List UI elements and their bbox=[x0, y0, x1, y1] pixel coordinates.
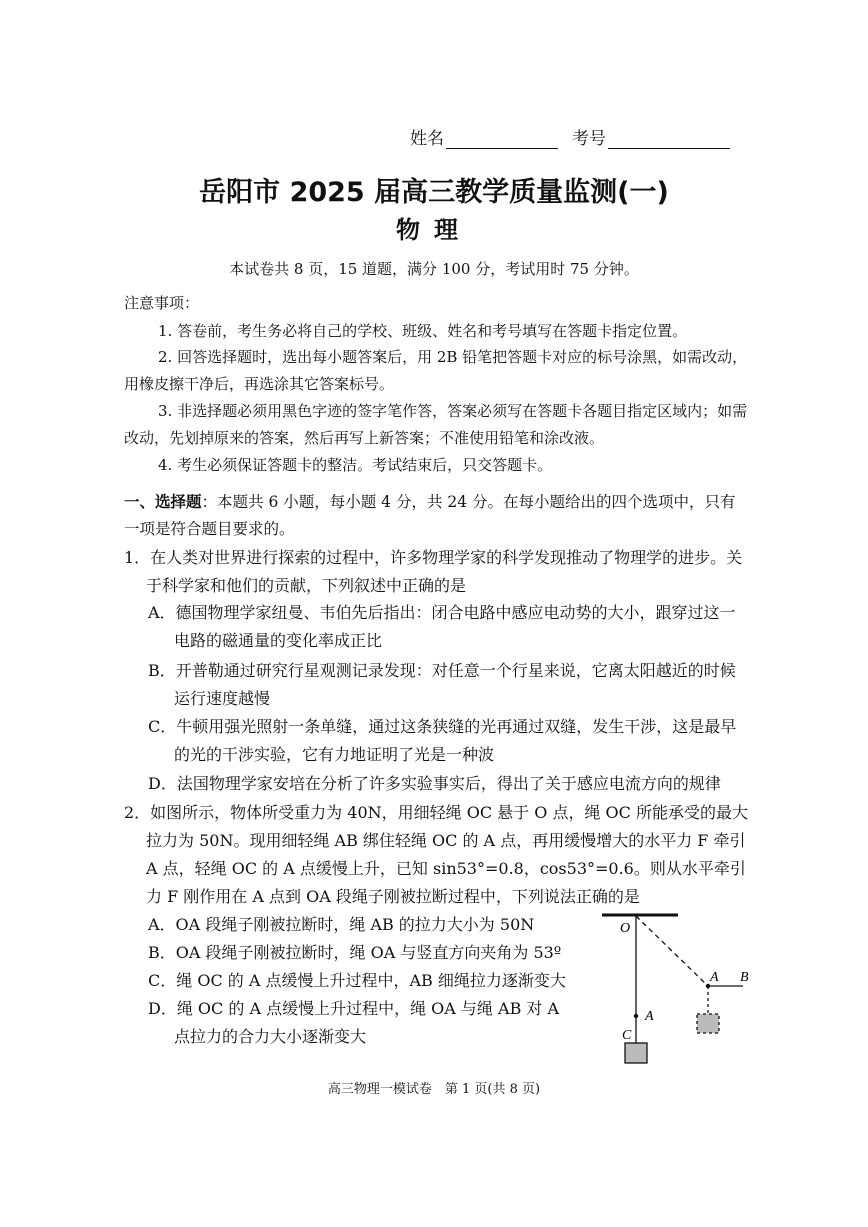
exam-info: 本试卷共 8 页，15 道题，满分 100 分，考试用时 75 分钟。 bbox=[229, 260, 639, 278]
question-1-option-b: B．开普勒通过研究行星观测记录发现：对任意一个行星来说，它离太阳越近的时候运行速度越慢 bbox=[148, 661, 736, 708]
exam-number-blank[interactable] bbox=[608, 131, 730, 149]
name-blank[interactable] bbox=[446, 131, 558, 149]
label-o: O bbox=[620, 921, 631, 936]
rope-oa-dashed bbox=[636, 916, 708, 986]
displaced-mass bbox=[697, 1014, 719, 1033]
question-2-option-b: B．OA 段绳子刚被拉断时，绳 OA 与竖直方向夹角为 53º bbox=[148, 943, 562, 962]
exam-number-label: 考号 bbox=[572, 129, 606, 149]
note-item: 2. 回答选择题时，选出每小题答案后，用 2B 铅笔把答题卡对应的标号涂黑，如需改动，用橡皮擦干净后，再选涂其它答案标号。 bbox=[124, 348, 748, 393]
note-item: 1. 答卷前，考生务必将自己的学校、班级、姓名和考号填写在答题卡指定位置。 bbox=[158, 322, 688, 340]
section-heading bbox=[124, 489, 750, 543]
note-item: 4. 考生必须保证答题卡的整洁。考试结束后，只交答题卡。 bbox=[158, 456, 553, 474]
section-title: 一、选择题 bbox=[124, 493, 202, 511]
question-2-option-a: A．OA 段绳子刚被拉断时，绳 AB 的拉力大小为 50N bbox=[148, 915, 535, 934]
subject-title: 物理 bbox=[396, 216, 472, 244]
question-2-option-d: D．绳 OC 的 A 点缓慢上升过程中，绳 OA 与绳 AB 对 A 点拉力的合力大小逐渐变大 bbox=[148, 999, 560, 1046]
point-a-left bbox=[634, 1014, 638, 1018]
student-info-fields bbox=[410, 124, 730, 149]
section-instructions: ：本题共 6 小题，每小题 4 分，共 24 分。在每小题给出的四个选项中，只有一项是符合题目要求的。 bbox=[124, 493, 736, 538]
question-1-stem: 1．在人类对世界进行探索的过程中，许多物理学家的科学发现推动了物理学的进步。关于科学家和他们的贡献，下列叙述中正确的是 bbox=[124, 548, 743, 595]
rope-force-diagram bbox=[596, 906, 766, 1070]
name-label: 姓名 bbox=[410, 129, 444, 149]
label-c: C bbox=[622, 1028, 632, 1043]
question-2-option-c: C．绳 OC 的 A 点缓慢上升过程中，AB 细绳拉力逐渐变大 bbox=[148, 971, 566, 990]
label-a-right: A bbox=[710, 970, 719, 985]
hanging-mass bbox=[625, 1043, 647, 1063]
label-b: B bbox=[740, 970, 749, 985]
question-1-option-d: D．法国物理学家安培在分析了许多实验事实后，得出了关于感应电流方向的规律 bbox=[148, 774, 721, 793]
exam-number-field[interactable] bbox=[572, 124, 730, 149]
page-footer: 高三物理一模试卷 第 1 页(共 8 页) bbox=[327, 1082, 541, 1097]
question-2-stem: 2．如图所示，物体所受重力为 40N，用细轻绳 OC 悬于 O 点，绳 OC 所能承受的最大拉力为 50N。现用细轻绳 AB 绑住轻绳 OC 的 A 点，再用缓慢增大的水平力 F 牵引 A 点，轻绳 OC 的 A 点缓慢上升，已知 sin53°=0.8，cos53°=0.6。则从水平牵引力 F 刚作用在 A 点到 OA 段绳子刚被拉断过程中，下列说法正确的是 bbox=[124, 803, 748, 906]
notes-title: 注意事项： bbox=[124, 294, 200, 312]
question-1-option-a: A．德国物理学家纽曼、韦伯先后指出：闭合电路中感应电动势的大小，跟穿过这一电路的磁通量的变化率成正比 bbox=[148, 603, 736, 650]
question-1-option-c: C．牛顿用强光照射一条单缝，通过这条狭缝的光再通过双缝，发生干涉，这是最早的光的干涉实验，它有力地证明了光是一种波 bbox=[148, 717, 737, 764]
note-item: 3. 非选择题必须用黑色字迹的签字笔作答，答案必须写在答题卡各题目指定区域内；如需改动，先划掉原来的答案，然后再写上新答案；不准使用铅笔和涂改液。 bbox=[124, 402, 748, 447]
name-field[interactable] bbox=[410, 124, 558, 149]
label-a-left: A bbox=[645, 1009, 654, 1024]
exam-title: 岳阳市 2025 届高三教学质量监测(一) bbox=[199, 177, 669, 208]
